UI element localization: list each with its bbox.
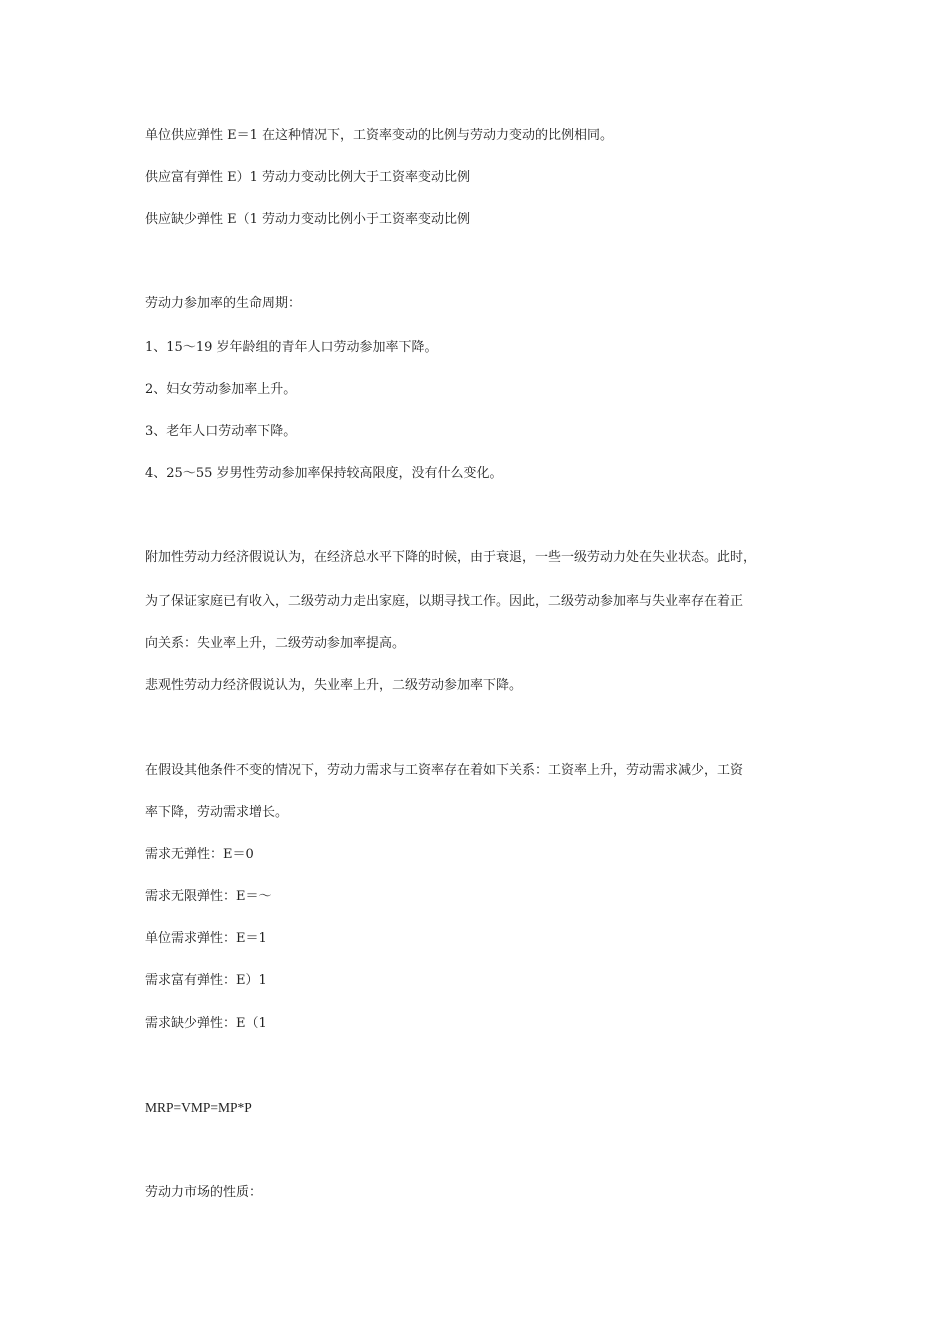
list-item: 需求无限弹性：E＝～ [145, 889, 272, 904]
list-item: 需求无弹性：E＝0 [145, 847, 254, 862]
list-item: 需求富有弹性：E）1 [145, 973, 267, 988]
paragraph-line: 为了保证家庭已有收入，二级劳动力走出家庭，以期寻找工作。因此，二级劳动参加率与失业率存在着正 [145, 594, 744, 609]
section-heading: 劳动力市场的性质： [145, 1185, 263, 1200]
paragraph-line: 单位供应弹性 E＝1 在这种情况下，工资率变动的比例与劳动力变动的比例相同。 [145, 128, 614, 143]
list-item: 需求缺少弹性：E（1 [145, 1016, 267, 1031]
list-item: 3、老年人口劳动率下降。 [145, 424, 297, 439]
paragraph-line: 供应富有弹性 E）1 劳动力变动比例大于工资率变动比例 [145, 170, 471, 185]
list-item: 1、15～19 岁年龄组的青年人口劳动参加率下降。 [145, 340, 438, 355]
list-item: 4、25～55 岁男性劳动参加率保持较高限度，没有什么变化。 [145, 466, 503, 481]
paragraph-line: 供应缺少弹性 E（1 劳动力变动比例小于工资率变动比例 [145, 212, 471, 227]
paragraph-line: 在假设其他条件不变的情况下，劳动力需求与工资率存在着如下关系：工资率上升，劳动需求减少，工资 [145, 763, 744, 778]
paragraph-line: 率下降，劳动需求增长。 [145, 805, 289, 820]
paragraph-line: 悲观性劳动力经济假说认为，失业率上升，二级劳动参加率下降。 [145, 678, 523, 693]
formula: MRP=VMP=MP*P [145, 1100, 252, 1115]
list-item: 2、妇女劳动参加率上升。 [145, 382, 297, 397]
paragraph-line: 向关系：失业率上升，二级劳动参加率提高。 [145, 636, 406, 651]
list-item: 单位需求弹性：E＝1 [145, 931, 267, 946]
section-heading: 劳动力参加率的生命周期： [145, 296, 302, 311]
paragraph-line: 附加性劳动力经济假说认为，在经济总水平下降的时候，由于衰退，一些一级劳动力处在失业状态。此时， [145, 550, 757, 565]
